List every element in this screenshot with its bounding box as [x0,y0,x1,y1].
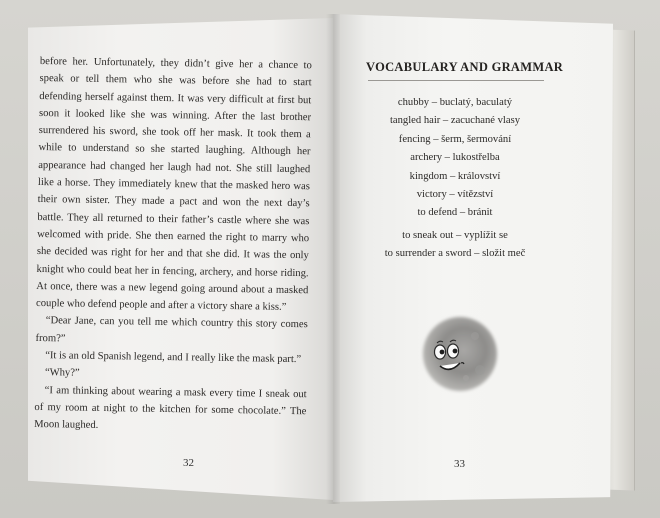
vocabulary-item: archery – lukostřelba [410,152,500,164]
book-gutter [326,14,340,504]
story-text [34,53,312,438]
vocabulary-item: kingdom – království [409,170,501,182]
vocabulary-item: chubby – buclatý, baculatý [397,97,513,108]
story-paragraph: “I am thinking about wearing a mask every time I sneak out of my room at night to the kitchen for some chocolate.” The Moon laughed. [34,384,307,432]
vocabulary-item: victory – vítězství [416,189,494,201]
vocabulary-item: fencing – šerm, šermování [398,133,512,145]
phrase-item: to sneak out – vyplížit se [402,230,508,241]
page-number-right: 33 [454,458,465,470]
phrase-item: to surrender a sword – složit meč [384,248,526,260]
heading-divider [368,80,544,81]
story-paragraph: “Why?” [44,367,80,380]
section-heading: VOCABULARY AND GRAMMAR [366,60,564,74]
story-paragraph: before her. Unfortunately, they didn’t give her a chance to speak or tell them who she was before she had to start defending herself against them. It was very difficult at first but soon it looked like she was winning. After the last brother surrendered his sword, she took off her mask. It took them a while to understand so she started laughing. Although her appearance had changed her laugh had not. She still laughed like a horse. They immediately knew that the masked hero was their own sister. They made a pact and won the next day’s battle. They all returned to their father’s castle where she was welcomed with pride. She then earned the right to marry who she decided was right for her and that she did. It was the only knight who could beat her in fencing, archery, and horse riding. At once, there was a new legend going around about a masked couple who defend people and after a victory share a kiss.” [35,55,312,314]
vocabulary-item: to defend – bránit [417,207,493,219]
vocabulary-item: tangled hair – zacuchané vlasy [389,115,520,127]
story-paragraph: “It is an old Spanish legend, and I really like the mask part.” [45,350,302,366]
phrase-list [360,227,550,264]
smiling-moon-icon [420,314,500,394]
story-paragraph: “Dear Jane, can you tell me which country this story comes from?” [35,315,308,345]
vocabulary-list [370,94,540,223]
page-number-left: 32 [183,457,194,469]
